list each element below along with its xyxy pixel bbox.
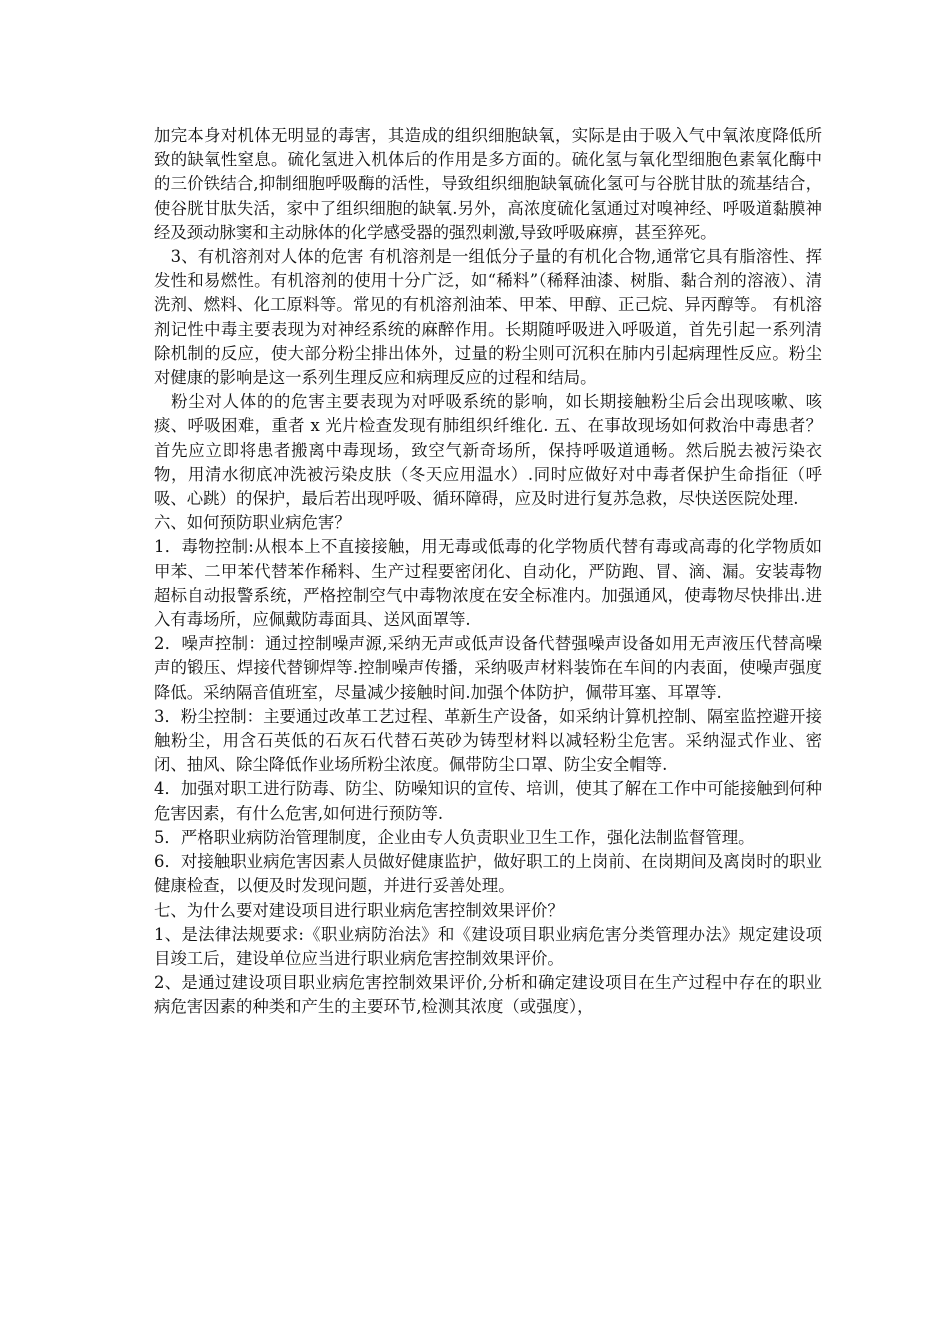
paragraph-hydrogen-sulfide: 加完本身对机体无明显的毒害，其造成的组织细胞缺氧，实际是由于吸入气中氧浓度降低所致的缺氧性窒息。硫化氢进入机体后的作用是多方面的。硫化氢与氧化型细胞色素氧化酶中的三价铁结合,抑制细胞呼吸酶的活性，导致组织细胞缺氧硫化氢可与谷胱甘肽的巯基结合，使谷胱甘肽失活，家中了组织细胞的缺氧.另外，高浓度硫化氢通过对嗅神经、呼吸道黏膜神经及颈动脉窦和主动脉体的化学感受器的强烈刺激,导致呼吸麻痹，甚至猝死。 <box>154 126 822 242</box>
section-heading-prevention: 六、如何预防职业病危害？ <box>154 513 351 533</box>
list-item-health-monitoring: 6．对接触职业病危害因素人员做好健康监护，做好职工的上岗前、在岗期间及离岗时的职业健康检查，以便及时发现问题，并进行妥善处理。 <box>154 852 822 896</box>
paragraph-organic-solvents: 3、有机溶剂对人体的危害 有机溶剂是一组低分子量的有机化合物,通常它具有脂溶性、挥发性和易燃性。有机溶剂的使用十分广泛，如“稀料”（稀释油漆、树脂、黏合剂的溶液）、清洗剂、燃料、化工原料等。常见的有机溶剂油苯、甲苯、甲醇、正己烷、异丙醇等。 有机溶剂记性中毒主要表现为对神经系统的麻醉作用。长期随呼吸进入呼吸道，首先引起一系列清除机制的反应，使大部分粉尘排出体外，过量的粉尘则可沉积在肺内引起病理性反应。粉尘对健康的影响是这一系列生理反应和病理反应的过程和结局。 <box>154 247 822 388</box>
list-item-toxin-control: 1．毒物控制:从根本上不直接接触，用无毒或低毒的化学物质代替有毒或高毒的化学物质如甲苯、二甲苯代替苯作稀料、生产过程要密闭化、自动化，严防跑、冒、滴、漏。安装毒物超标自动报警系统，严格控制空气中毒物浓度在安全标准内。加强通风，使毒物尽快排出.进入有毒场所，应佩戴防毒面具、送风面罩等. <box>154 537 822 630</box>
list-item-legal-requirement: 1、是法律法规要求:《职业病防治法》和《建设项目职业病危害分类管理办法》规定建设项目竣工后，建设单位应当进行职业病危害控制效果评价。 <box>154 924 822 968</box>
list-item-noise-control: 2．噪声控制：通过控制噪声源,采纳无声或低声设备代替强噪声设备如用无声液压代替高噪声的锻压、焊接代替铆焊等.控制噪声传播，采纳吸声材料装饰在车间的内表面，使噪声强度降低。采纳隔音值班室，尽量减少接触时间.加强个体防护，佩带耳塞、耳罩等. <box>154 634 822 702</box>
list-item-management: 5．严格职业病防治管理制度，企业由专人负责职业卫生工作，强化法制监督管理。 <box>154 827 755 847</box>
list-item-dust-control: 3．粉尘控制：主要通过改革工艺过程、革新生产设备，如采纳计算机控制、隔室监控避开接触粉尘，用含石英低的石灰石代替石英砂为铸型材料以减轻粉尘危害。采纳湿式作业、密闭、抽风、除尘降低作业场所粉尘浓度。佩带防尘口罩、防尘安全帽等. <box>154 706 822 775</box>
list-item-evaluation-analysis: 2、是通过建设项目职业病危害控制效果评价,分析和确定建设项目在生产过程中存在的职业病危害因素的种类和产生的主要环节,检测其浓度（或强度）， <box>154 973 822 1017</box>
paragraph-dust-and-rescue: 粉尘对人体的的危害主要表现为对呼吸系统的影响，如长期接触粉尘后会出现咳嗽、咳痰、呼吸困难，重者 x 光片检查发现有肺组织纤维化. 五、在事故现场如何救治中毒患者？首先应立即将患者搬离中毒现场，致空气新奇场所，保持呼吸道通畅。然后脱去被污染衣物，用清水彻底冲洗被污染皮肤（冬天应用温水）.同时应做好对中毒者保护生命指征（呼吸、心跳）的保护，最后若出现呼吸、循环障碍，应及时进行复苏急救，尽快送医院处理. <box>154 392 822 509</box>
list-item-training: 4．加强对职工进行防毒、防尘、防噪知识的宣传、培训，使其了解在工作中可能接触到何种危害因素，有什么危害,如何进行预防等. <box>154 779 822 823</box>
section-heading-evaluation: 七、为什么要对建设项目进行职业病危害控制效果评价？ <box>154 900 564 920</box>
